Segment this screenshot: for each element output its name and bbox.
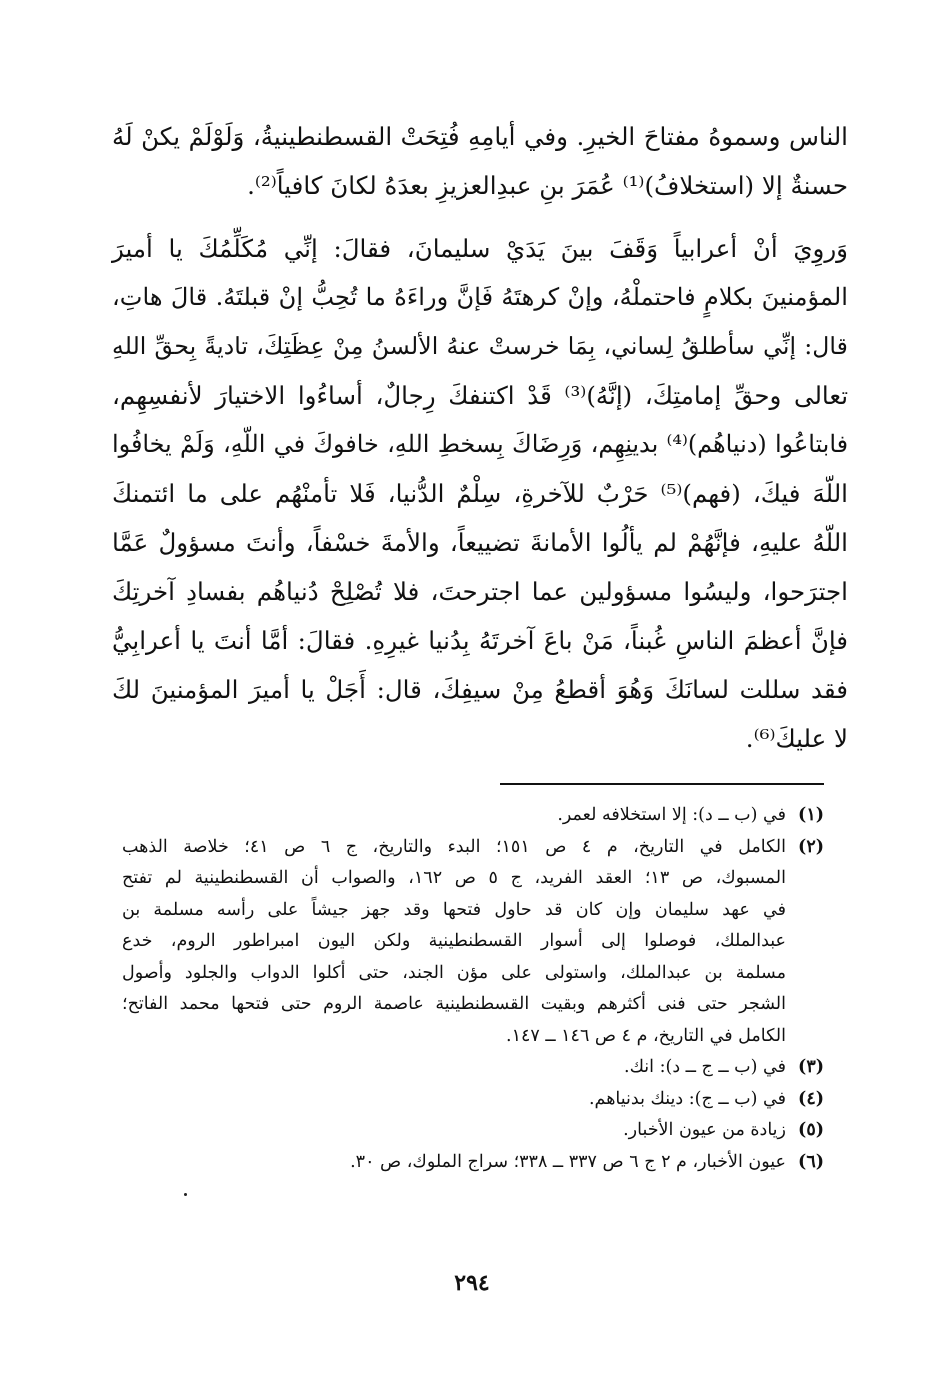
footnote-number: (٢) bbox=[798, 836, 824, 857]
footnote-2 bbox=[122, 832, 824, 1053]
paragraph-2 bbox=[112, 224, 848, 763]
footnotes bbox=[122, 800, 824, 1178]
footnote-line: الشجر حتى فنى أكثرهم وبقيت القسطنطينية عاصمة الروم حتى فتحها محمد الفاتح؛ bbox=[122, 994, 786, 1014]
footnote-text bbox=[122, 1115, 786, 1147]
text-line: فابتاعُوا (دنياهُم)⁽⁴⁾ بدينِهِم، وَرِضَاكَ بِسخطِ اللهِ، خافوكَ في اللّهِ، وَلَمْ يخافُوا bbox=[112, 430, 848, 458]
footnote-1 bbox=[122, 800, 824, 832]
footnote-line: في (ب ــ د): إلا استخلافه لعمر. bbox=[557, 805, 786, 825]
footnote-line: عبدالملك، فوصلوا إلى أسوار القسطنطينية ولكن اليون امبراطور الروم، خدع bbox=[122, 931, 786, 951]
text-line: فقد سللت لسانَكَ وَهُوَ أقطعُ مِنْ سيفِكَ، قال: أَجَلْ يا أميرَ المؤمنينَ لكَ bbox=[112, 675, 848, 704]
footnote-5 bbox=[122, 1115, 824, 1147]
text-line: اللّهُ عليهِ، فإنَّهُمْ لم يألُوا الأمانةَ تضييعاً، والأمةَ خسْفاً، وأنتَ مسؤولٌ عَمَّا bbox=[112, 528, 848, 557]
footnote-3 bbox=[122, 1052, 824, 1084]
footnote-text bbox=[122, 1084, 786, 1116]
text-line: اللّهَ فيكَ، (فهم)⁽⁵⁾ حَرْبٌ للآخرةِ، سِلْمٌ الدُّنيا، فَلا تأمنْهُم على ما ائتمنكَ bbox=[112, 479, 848, 508]
footnote-number: (١) bbox=[798, 805, 824, 825]
text-line: حسنةٌ إلا (استخلافُ)⁽¹⁾ عُمَرَ بنِ عبدِالعزيزِ بعدَهُ لكانَ كافياً⁽²⁾. bbox=[247, 171, 848, 200]
text-line: اجترَحوا، وليسُوا مسؤولين عما اجترحتَ، فلا تُصْلِحْ دُنياهُم بفسادِ آخرتِكَ bbox=[112, 577, 848, 606]
footnote-text bbox=[122, 1052, 786, 1084]
footnote-line: المسبوك، ص ١٣؛ العقد الفريد، ج ٥ ص ١٦٢، والصواب أن القسطنطينية لم تفتح bbox=[122, 868, 786, 888]
footnote-line: مسلمة بن عبدالملك، واستولى على مؤن الجند، حتى أكلوا الدواب والجلود وأصول bbox=[122, 962, 786, 983]
paragraph-1 bbox=[112, 112, 848, 210]
footnote-text bbox=[122, 800, 786, 832]
print-speck bbox=[184, 1193, 187, 1196]
text-line: لا عليكَ⁽⁶⁾. bbox=[745, 724, 848, 753]
text-line: وَروِيَ أنْ أعرابياً وَقَفَ بينَ يَدَيْ سليمانَ، فقالَ: إنِّي مُكَلِّمُكَ يا أميرَ bbox=[112, 234, 848, 263]
paragraph-gap bbox=[112, 210, 848, 224]
text-line: تعالى وحقِّ إمامتِكَ، (إنَّهُ)⁽³⁾ قَدْ اكتنفكَ رِجالٌ، أساءُوا الاختيارَ لأنفسِهِم، bbox=[112, 381, 849, 410]
footnote-number: (٤) bbox=[798, 1088, 824, 1109]
footnote-number: (٦) bbox=[798, 1151, 824, 1172]
footnote-separator bbox=[500, 783, 824, 785]
footnote-text bbox=[122, 1147, 786, 1179]
footnote-line: في عهد سليمان وإن كان قد حاول فتحها وقد جهز جيشاً على رأسه مسلمة بن bbox=[122, 899, 786, 920]
footnote-text bbox=[122, 832, 786, 1053]
footnote-line: زيادة من عيون الأخبار. bbox=[623, 1120, 786, 1140]
text-line: الناس وسموهُ مفتاحَ الخيرِ. وفي أيامِهِ فُتِحَتْ القسطنطينيةُ، وَلَوْلَمْ يكنْ لَهُ bbox=[112, 122, 848, 151]
footnote-4 bbox=[122, 1084, 824, 1116]
footnote-line: الكامل في التاريخ، م ٤ ص ١٤٦ ــ ١٤٧. bbox=[505, 1025, 786, 1046]
footnote-line: في (ب ــ ج ــ د): انك. bbox=[624, 1057, 786, 1077]
footnote-line: في (ب ــ ج): دينك بدنياهم. bbox=[588, 1088, 786, 1109]
main-text bbox=[112, 112, 848, 763]
page-number: ٢٩٤ bbox=[454, 1270, 490, 1296]
footnote-6 bbox=[122, 1147, 824, 1179]
text-line: المؤمنينَ بكلامٍ فاحتملْهُ، وإنْ كرهتَهُ فَإنَّ وراءَهُ ما تُحِبُّ إنْ قبلتَهُ. قالَ هاتِ، bbox=[112, 283, 848, 311]
text-line: قال: إنِّي سأطلقُ لِساني، بِمَا خرستْ عنهُ الألسنُ مِنْ عِظَتِكَ، تاديةً بِحقِّ اللهِ bbox=[112, 332, 848, 360]
footnote-line: الكامل في التاريخ، م ٤ ص ١٥١؛ البدء والتاريخ، ج ٦ ص ٤١؛ خلاصة الذهب bbox=[122, 836, 786, 857]
footnote-number: (٥) bbox=[798, 1120, 824, 1140]
footnote-number: (٣) bbox=[798, 1057, 824, 1077]
footnote-line: عيون الأخبار، م ٢ ج ٦ ص ٣٣٧ ــ ٣٣٨؛ سراج الملوك، ص ٣٠. bbox=[350, 1151, 786, 1172]
text-line: فإنَّ أعظمَ الناسِ غُبناً، مَنْ باعَ آخرتَهُ بِدُنيا غيرِهِ. فقالَ: أمَّا أنتَ يا أعرابِيُّ bbox=[112, 626, 848, 655]
